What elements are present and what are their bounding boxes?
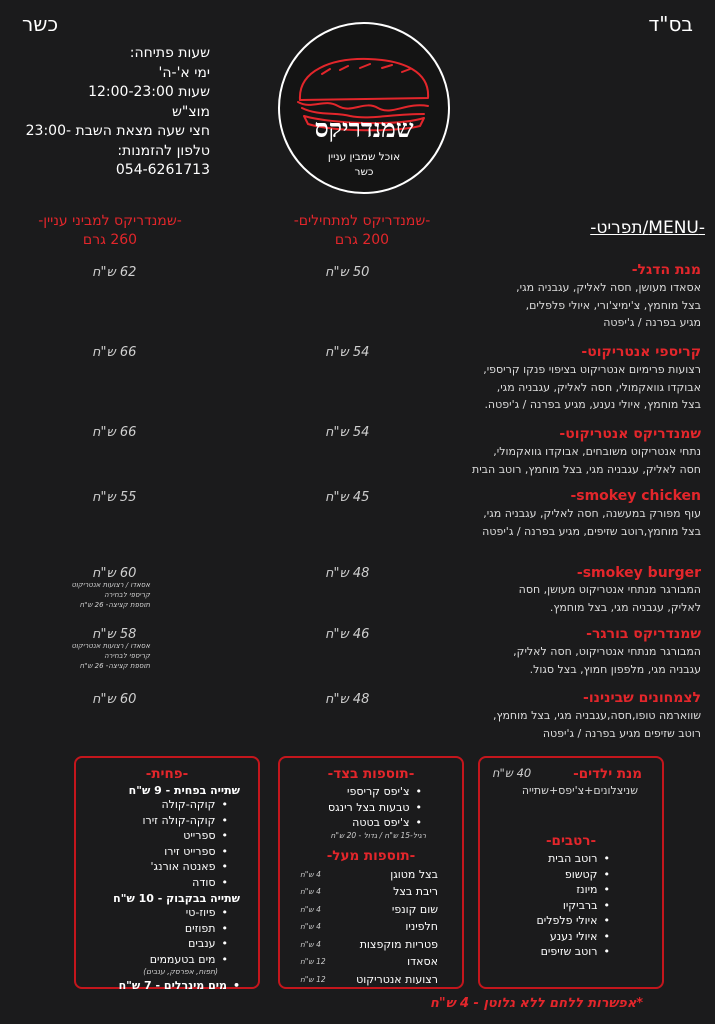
list-item: • טבעות בצל רינגס bbox=[280, 800, 422, 816]
price-experts: 62 ש"ח bbox=[92, 265, 137, 280]
description-line: המבורגר מנתחי אנטריקוט, חסה לאליק, bbox=[513, 645, 701, 658]
description-line: מגיע בפרנה / ג'יפטה bbox=[603, 316, 701, 329]
topping-row bbox=[300, 901, 438, 919]
price-experts: 58 ש"ח bbox=[92, 627, 137, 642]
list-item: • איולי פלפלים bbox=[480, 913, 610, 929]
list-item: • צ'יפס קריספי bbox=[280, 784, 422, 800]
price-experts: 60 ש"ח bbox=[92, 566, 137, 581]
price-beginners: 45 ש"ח bbox=[325, 490, 370, 505]
description-line: בצל מוחמץ, צ'ימיצ'ורי, איולי פלפלים, bbox=[525, 298, 701, 312]
kids-header bbox=[480, 758, 662, 782]
description-line: לאליק, עגבניה מגי, בצל מוחמץ. bbox=[549, 600, 701, 614]
patty-addon-note bbox=[30, 580, 150, 610]
menu-item-description bbox=[431, 707, 701, 742]
list-item: • איולי נענע bbox=[480, 929, 610, 945]
can-drinks-subtitle: שתייה בפחית - 9 ש"ח bbox=[128, 784, 240, 797]
list-item: • מים מינרלים - 7 ש"ח bbox=[76, 978, 240, 994]
topping-price: 4 ש"ח bbox=[300, 939, 321, 949]
phone-number: 054-6261713 bbox=[115, 162, 210, 178]
description-line: אבוקדו גוואקמולי, חסה לאליק, עגבניה מגי, bbox=[496, 380, 701, 394]
patty-addon-note bbox=[30, 641, 150, 671]
beginners-weight: 200 גרם bbox=[334, 232, 390, 248]
price-experts: 66 ש"ח bbox=[92, 345, 137, 360]
description-line: בצל מוחמץ, איולי נענע, מגיע בפרנה / ג'יפטה. bbox=[484, 398, 701, 411]
description-line: רוטב שזיפים מגיע בפרנה / ג'יפטה bbox=[542, 726, 701, 740]
list-item: • רוטב הבית bbox=[480, 851, 610, 867]
list-item: • קוקה-קולה bbox=[76, 797, 228, 813]
description-line: עגבניה מגי, מלפפון חמוץ, בצל סגול. bbox=[529, 662, 701, 676]
kids-price: 40 ש"ח bbox=[492, 766, 532, 780]
logo-name: שמנדריקס bbox=[314, 114, 414, 143]
list-item: • ענבים bbox=[76, 936, 228, 952]
beginners-column-header bbox=[262, 212, 462, 250]
menu-item-description bbox=[431, 279, 701, 332]
drinks-box bbox=[74, 756, 260, 992]
price-beginners: 48 ש"ח bbox=[325, 692, 370, 707]
list-item: • רוטב שזיפים bbox=[480, 944, 610, 960]
description-line: נתחי אנטריקוט משובחים, אבוקדו גוואקמולי, bbox=[493, 445, 701, 458]
topping-row bbox=[300, 971, 438, 989]
bottle-drinks-list bbox=[76, 905, 258, 967]
list-item: • ספרייט bbox=[76, 828, 228, 844]
list-item: • מיונז bbox=[480, 882, 610, 898]
topping-name: בצל מטוגן bbox=[390, 867, 438, 881]
kids-box bbox=[478, 756, 664, 989]
gluten-free-note: *אפשרות ללחם ללא גלוטן - 4 ש"ח bbox=[430, 996, 644, 1011]
hours-line: שעות 12:00-23:00 bbox=[88, 84, 210, 100]
topping-name: אסאדו bbox=[407, 955, 438, 968]
note-line: קריספי לבחירה bbox=[104, 591, 150, 599]
list-item: • קטשופ bbox=[480, 867, 610, 883]
menu-item-name: שמנדריקס אנטריקוט- bbox=[559, 426, 701, 442]
topping-row bbox=[300, 953, 438, 971]
description-line: חסה לאליק, עגבניה מגי, בצל מוחמץ, רוטב הבית bbox=[471, 462, 701, 476]
description-line: בצל מוחמץ,רוטב שזיפים, מגיע בפרנה / ג'יפטה bbox=[482, 524, 701, 538]
experts-title: -שמנדריקס למביני עניין- bbox=[38, 213, 182, 229]
price-beginners: 54 ש"ח bbox=[325, 345, 370, 360]
sauces-list bbox=[480, 851, 662, 960]
price-experts: 55 ש"ח bbox=[92, 490, 137, 505]
description-line: רצועות פרימיום אנטריקוט בציפוי פנקו קריספי, bbox=[483, 363, 701, 376]
topping-row bbox=[300, 918, 438, 936]
description-line: המבורגר מנתחי אנטריקוט מעושן, חסה bbox=[518, 583, 701, 596]
price-beginners: 50 ש"ח bbox=[325, 265, 370, 280]
hours-line: שעות פתיחה: bbox=[129, 45, 210, 61]
topping-row bbox=[300, 883, 438, 901]
list-item: • קוקה-קולה זירו bbox=[76, 813, 228, 829]
toppings-list bbox=[280, 864, 462, 989]
menu-item-name: smokey burger- bbox=[576, 565, 701, 581]
topping-price: 12 ש"ח bbox=[300, 957, 326, 966]
topping-price: 4 ש"ח bbox=[300, 922, 321, 931]
topping-name: שום קונפי bbox=[391, 902, 438, 916]
bsd-label: בס"ד bbox=[648, 12, 693, 36]
hours-line: מוצ"ש bbox=[172, 103, 210, 120]
topping-name: חלפיניו bbox=[405, 920, 438, 933]
description-line: שווארמה טופו,חסה,עגבניה מגי, בצל מוחמץ, bbox=[493, 709, 701, 722]
menu-item-description bbox=[431, 443, 701, 478]
sauces-title: -רטבים- bbox=[545, 833, 597, 849]
logo-kosher: כשר bbox=[354, 166, 374, 178]
note-line: אסאדו / רצועות אנטריקוט bbox=[71, 581, 150, 589]
kids-description: שניצלונים+צ'יפס+שתייה bbox=[521, 784, 638, 797]
price-beginners: 54 ש"ח bbox=[325, 425, 370, 440]
hours-line: ימי א'-ה' bbox=[158, 64, 210, 81]
price-beginners: 46 ש"ח bbox=[325, 627, 370, 642]
menu-item-description bbox=[431, 643, 701, 678]
beginners-title: -שמנדריקס למתחילים- bbox=[293, 213, 431, 229]
menu-item-name: שמנדריקס בורגר- bbox=[586, 626, 701, 642]
note-line: תוספת קציצה- 26 ש"ח bbox=[79, 601, 150, 609]
topping-price: 4 ש"ח bbox=[300, 904, 321, 914]
price-experts: 60 ש"ח bbox=[92, 692, 137, 707]
experts-weight: 260 גרם bbox=[82, 232, 138, 248]
list-item: • פיוז-טי bbox=[76, 905, 228, 921]
sides-title: -תוספות בצד- bbox=[327, 766, 415, 782]
sides-list bbox=[280, 784, 462, 831]
menu-title: -MENU/תפריט- bbox=[590, 218, 705, 238]
note-line: תוספת קציצה- 26 ש"ח bbox=[79, 662, 150, 670]
topping-row bbox=[300, 936, 438, 954]
topping-name: רצועות אנטריקוט bbox=[356, 972, 438, 986]
drinks-title: -פחית- bbox=[145, 766, 189, 782]
logo-tagline bbox=[278, 150, 450, 180]
kosher-label: כשר bbox=[22, 12, 59, 36]
topping-row bbox=[300, 866, 438, 884]
bottle-drinks-subtitle: שתייה בבקבוק - 10 ש"ח bbox=[113, 892, 240, 905]
hours-line: חצי שעה מצאת השבת -23:00 bbox=[25, 123, 210, 139]
toppings-title: -תוספות מעל- bbox=[326, 847, 416, 864]
topping-name: ריבת בצל bbox=[393, 885, 438, 898]
list-item: • ספרייט זירו bbox=[76, 844, 228, 860]
menu-item-description bbox=[431, 361, 701, 414]
description-line: עוף מפורק במעשנה, חסה לאליק, עגבניה מגי, bbox=[483, 507, 701, 520]
topping-price: 4 ש"ח bbox=[300, 887, 321, 896]
list-item: • פאנטה אורנג' bbox=[76, 859, 228, 875]
menu-item-name: לצמחונים שבינינו- bbox=[583, 690, 701, 706]
tagline-text: אוכל שמבין עניין bbox=[327, 151, 401, 163]
topping-name: פטריות מוקפצות bbox=[359, 937, 438, 951]
list-item: • מים בטעממים bbox=[76, 952, 228, 968]
sides-price: רגיל-15 ש"ח / גדול - 20 ש"ח bbox=[330, 830, 426, 840]
topping-price: 12 ש"ח bbox=[300, 974, 326, 984]
list-item: • ברביקיו bbox=[480, 898, 610, 914]
hours-line: טלפון להזמנות: bbox=[117, 142, 210, 159]
experts-column-header bbox=[10, 212, 210, 250]
opening-hours bbox=[20, 44, 210, 181]
price-experts: 66 ש"ח bbox=[92, 425, 137, 440]
price-beginners: 48 ש"ח bbox=[325, 566, 370, 581]
note-line: קריספי לבחירה bbox=[104, 652, 150, 660]
menu-item-name: קריספי אנטריקוט- bbox=[581, 344, 701, 360]
menu-item-description bbox=[431, 581, 701, 616]
menu-item-description bbox=[431, 505, 701, 540]
list-item: • סודה bbox=[76, 875, 228, 891]
flavors-note: (תפוח, אפרסק, ענבים) bbox=[143, 967, 218, 976]
kids-title: מנת ילדים- bbox=[573, 766, 642, 782]
menu-item-name: smokey chicken- bbox=[570, 488, 701, 504]
water-line bbox=[76, 978, 258, 994]
list-item: • צ'יפס בטטה bbox=[280, 815, 422, 831]
menu-item-name: מנת הדגל- bbox=[631, 262, 701, 278]
can-drinks-list bbox=[76, 797, 258, 890]
description-line: אסאדו מעושן, חסה לאליק, עגבניה מגי, bbox=[516, 281, 701, 294]
sides-box bbox=[278, 756, 464, 989]
note-line: אסאדו / רצועות אנטריקוט bbox=[71, 642, 150, 650]
list-item: • תפוזים bbox=[76, 921, 228, 937]
topping-price: 4 ש"ח bbox=[300, 869, 321, 879]
